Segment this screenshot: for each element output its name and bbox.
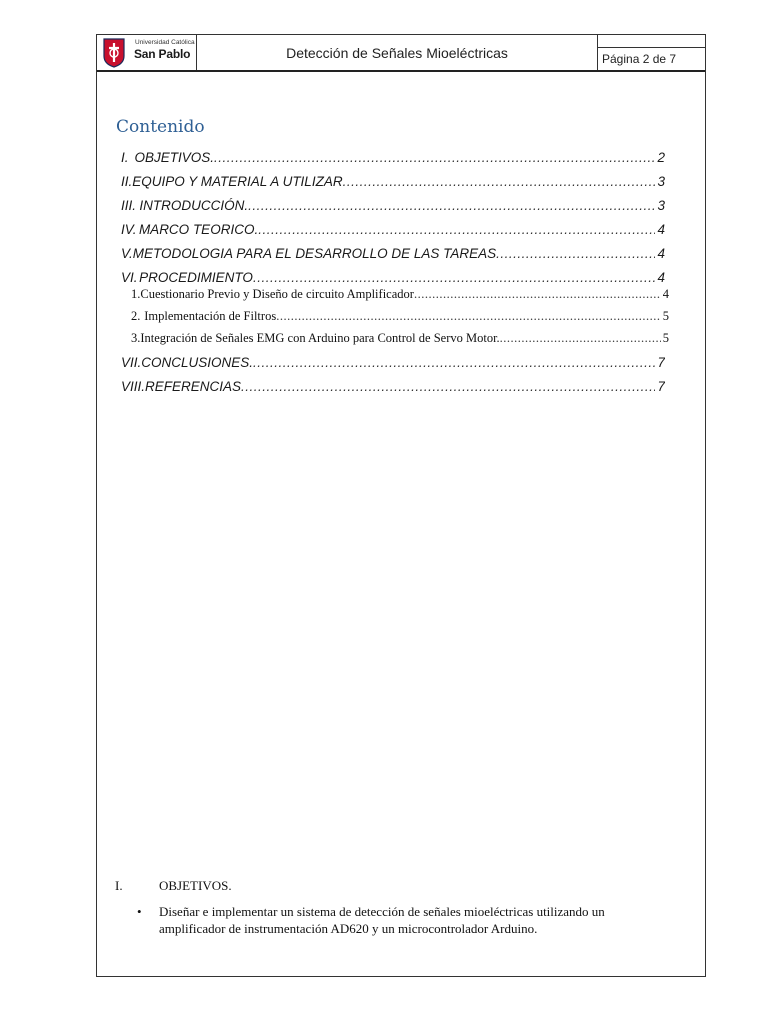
- toc-item-label: OBJETIVOS.: [134, 150, 214, 165]
- toc-item-number: 2.: [131, 309, 141, 323]
- toc-leader: [248, 198, 655, 213]
- toc-item-label: Cuestionario Previo y Diseño de circuito Amplificador: [140, 287, 414, 301]
- toc-item[interactable]: [121, 150, 665, 165]
- page-number-cell: [597, 35, 705, 70]
- toc-item-page: 4: [657, 222, 665, 237]
- toc-item-page: 4: [662, 287, 669, 301]
- toc-item-label: MARCO TEORICO.: [138, 222, 259, 237]
- toc-leader: [258, 222, 655, 237]
- toc-subitem[interactable]: [131, 331, 669, 346]
- toc-item-label: PROCEDIMIENTO: [139, 270, 253, 285]
- toc-item-number: VII.: [121, 355, 142, 370]
- toc-leader: [496, 246, 655, 261]
- toc-item-label: METODOLOGIA PARA EL DESARROLLO DE LAS TAREAS: [132, 246, 497, 261]
- toc-item-label: Implementación de Filtros: [144, 309, 277, 323]
- document-title: Detección de Señales Mioeléctricas: [286, 45, 508, 61]
- page-header: [97, 35, 705, 72]
- toc-leader: [253, 355, 655, 370]
- toc-item-page: 3: [657, 174, 665, 189]
- toc-item-page: 7: [657, 379, 665, 394]
- toc-item-page: 7: [657, 355, 665, 370]
- bullet-text: Diseñar e implementar un sistema de detección de señales mioeléctricas utilizando un amplificador de instrumentación AD620 y un microcontrolador Arduino.: [159, 904, 605, 936]
- toc-item-label: INTRODUCCIÓN.: [139, 198, 249, 213]
- toc-item-number: III.: [121, 198, 137, 213]
- toc-item-page: 4: [657, 246, 665, 261]
- toc-item[interactable]: [121, 270, 665, 285]
- toc-subitem[interactable]: [131, 309, 669, 324]
- toc-item-page: 2: [657, 150, 665, 165]
- section-heading: [115, 878, 232, 894]
- toc-item-number: VIII.: [121, 379, 146, 394]
- toc-item-label: CONCLUSIONES.: [141, 355, 254, 370]
- toc-subitem[interactable]: [131, 287, 669, 302]
- cell-divider: [598, 47, 705, 48]
- toc-item-number: 3.: [131, 331, 141, 345]
- toc-item-number: VI.: [121, 270, 138, 285]
- toc-item-label: Integración de Señales EMG con Arduino para Control de Servo Motor.: [140, 331, 500, 345]
- toc-item[interactable]: [121, 379, 665, 394]
- toc-leader: [500, 331, 661, 346]
- toc-leader: [214, 150, 656, 165]
- logo-title: San Pablo: [134, 47, 191, 61]
- page-number: Página 2 de 7: [602, 52, 677, 66]
- toc-item[interactable]: [121, 222, 665, 237]
- toc-item-label: REFERENCIAS: [145, 379, 242, 394]
- shield-icon: [103, 38, 125, 68]
- toc-leader: [276, 309, 661, 324]
- toc-item-number: V.: [121, 246, 133, 261]
- toc-item-number: I.: [121, 150, 129, 165]
- toc-item-page: 5: [662, 309, 669, 323]
- section-number: I.: [115, 878, 123, 893]
- toc-item-number: IV.: [121, 222, 137, 237]
- toc-item-page: 4: [657, 270, 665, 285]
- toc-item-label: EQUIPO Y MATERIAL A UTILIZAR: [132, 174, 343, 189]
- section-title: OBJETIVOS.: [159, 878, 232, 893]
- toc-item-page: 5: [662, 331, 669, 345]
- university-logo: [97, 35, 197, 70]
- toc-leader: [414, 287, 661, 302]
- toc-item[interactable]: [121, 246, 665, 261]
- toc-item[interactable]: [121, 198, 665, 213]
- toc-item-page: 3: [657, 198, 665, 213]
- logo-subtitle: Universidad Católica: [135, 39, 195, 46]
- bullet-icon: •: [137, 904, 142, 919]
- toc-item-number: 1.: [131, 287, 141, 301]
- toc-item[interactable]: [121, 355, 665, 370]
- document-page: [96, 34, 706, 977]
- toc-leader: [253, 270, 656, 285]
- toc-item-number: II.: [121, 174, 133, 189]
- toc-item[interactable]: [121, 174, 665, 189]
- toc-leader: [343, 174, 656, 189]
- toc-leader: [241, 379, 655, 394]
- toc-heading: Contenido: [116, 117, 205, 137]
